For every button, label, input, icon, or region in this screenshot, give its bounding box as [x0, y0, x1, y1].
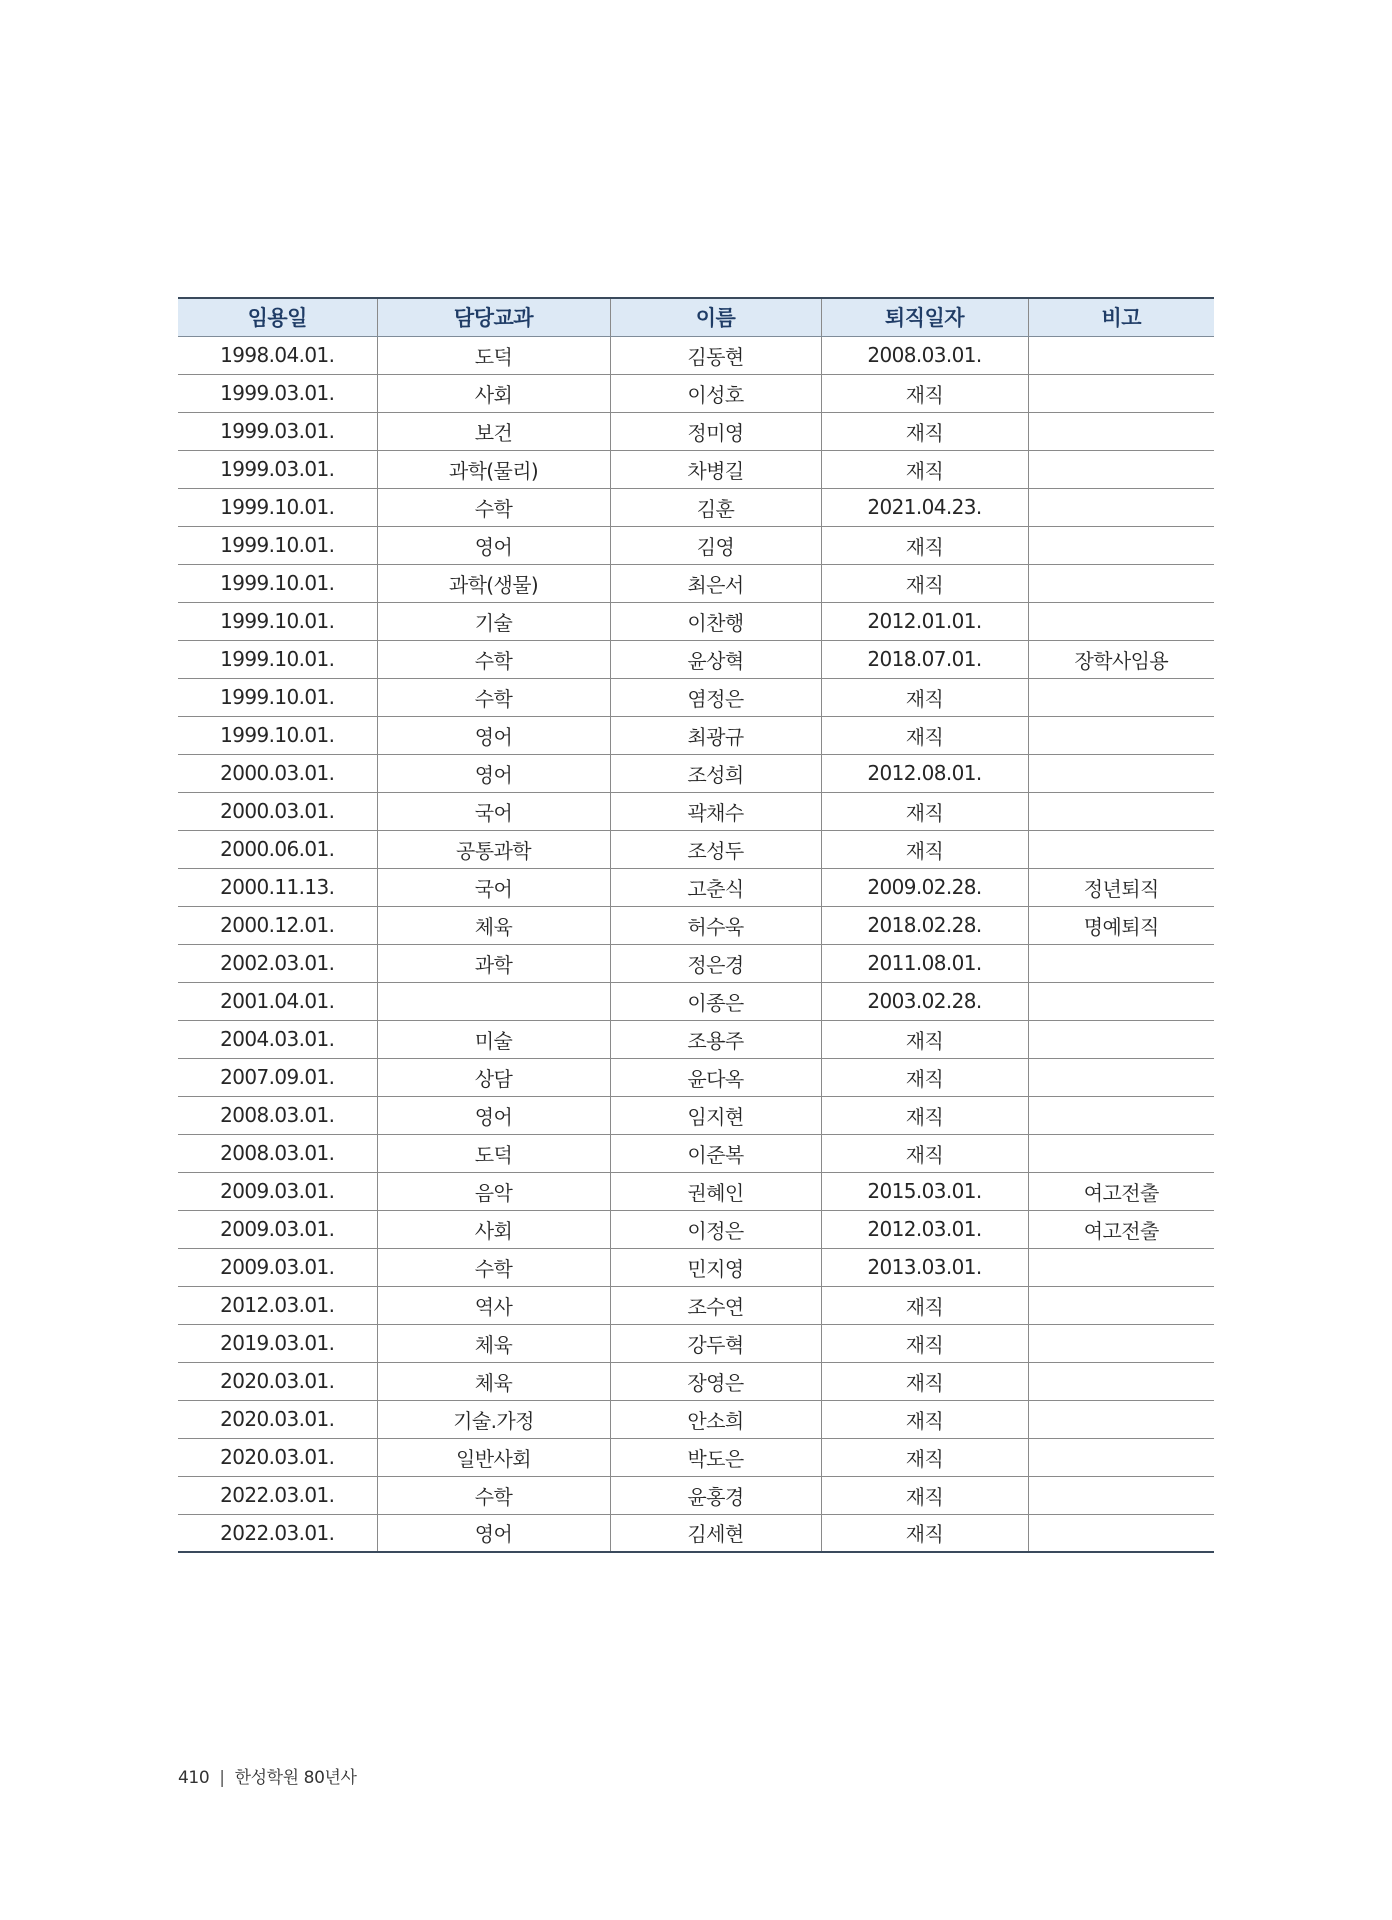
cell-appointment-date: 1999.10.01.	[178, 526, 377, 564]
cell-appointment-date: 2022.03.01.	[178, 1476, 377, 1514]
table-row	[178, 678, 1214, 716]
cell-remarks: 명예퇴직	[1028, 906, 1214, 944]
cell-retirement-date: 2008.03.01.	[821, 336, 1028, 374]
header-name: 이름	[610, 298, 821, 336]
table-row	[178, 1134, 1214, 1172]
cell-subject: 사회	[377, 1210, 610, 1248]
table-row	[178, 906, 1214, 944]
cell-name: 정은경	[610, 944, 821, 982]
table-row	[178, 526, 1214, 564]
cell-subject: 미술	[377, 1020, 610, 1058]
cell-subject: 수학	[377, 678, 610, 716]
footer-separator: |	[219, 1768, 225, 1788]
cell-retirement-date: 재직	[821, 678, 1028, 716]
cell-appointment-date: 2008.03.01.	[178, 1096, 377, 1134]
cell-name: 곽채수	[610, 792, 821, 830]
cell-remarks	[1028, 1324, 1214, 1362]
cell-name: 허수욱	[610, 906, 821, 944]
cell-subject: 공통과학	[377, 830, 610, 868]
cell-remarks	[1028, 526, 1214, 564]
cell-subject: 기술	[377, 602, 610, 640]
cell-subject: 체육	[377, 1324, 610, 1362]
table-row	[178, 1400, 1214, 1438]
table-row	[178, 1020, 1214, 1058]
cell-subject: 영어	[377, 1514, 610, 1552]
cell-subject: 체육	[377, 906, 610, 944]
cell-remarks	[1028, 564, 1214, 602]
cell-retirement-date: 재직	[821, 1286, 1028, 1324]
cell-retirement-date: 2011.08.01.	[821, 944, 1028, 982]
cell-retirement-date: 재직	[821, 1362, 1028, 1400]
cell-remarks	[1028, 830, 1214, 868]
cell-remarks	[1028, 1476, 1214, 1514]
cell-appointment-date: 2008.03.01.	[178, 1134, 377, 1172]
cell-retirement-date: 재직	[821, 1514, 1028, 1552]
cell-remarks	[1028, 1362, 1214, 1400]
cell-appointment-date: 2009.03.01.	[178, 1248, 377, 1286]
cell-retirement-date: 2003.02.28.	[821, 982, 1028, 1020]
table-header	[178, 298, 1214, 336]
cell-remarks	[1028, 716, 1214, 754]
table-row	[178, 1172, 1214, 1210]
table-row	[178, 564, 1214, 602]
cell-subject: 수학	[377, 640, 610, 678]
cell-retirement-date: 재직	[821, 450, 1028, 488]
page-number: 410	[178, 1768, 210, 1788]
cell-appointment-date: 2020.03.01.	[178, 1400, 377, 1438]
cell-retirement-date: 2009.02.28.	[821, 868, 1028, 906]
cell-appointment-date: 2020.03.01.	[178, 1362, 377, 1400]
cell-subject: 영어	[377, 716, 610, 754]
cell-remarks	[1028, 792, 1214, 830]
cell-name: 박도은	[610, 1438, 821, 1476]
cell-subject: 영어	[377, 754, 610, 792]
cell-name: 권혜인	[610, 1172, 821, 1210]
table-row	[178, 1058, 1214, 1096]
cell-appointment-date: 2000.03.01.	[178, 792, 377, 830]
table-row	[178, 640, 1214, 678]
cell-name: 김동현	[610, 336, 821, 374]
book-title: 한성학원 80년사	[234, 1768, 357, 1788]
cell-subject: 기술.가정	[377, 1400, 610, 1438]
cell-appointment-date: 2004.03.01.	[178, 1020, 377, 1058]
cell-subject: 국어	[377, 792, 610, 830]
cell-remarks	[1028, 374, 1214, 412]
header-appointment-date: 임용일	[178, 298, 377, 336]
cell-subject: 보건	[377, 412, 610, 450]
cell-retirement-date: 재직	[821, 1324, 1028, 1362]
cell-remarks	[1028, 450, 1214, 488]
cell-remarks	[1028, 944, 1214, 982]
table-row	[178, 450, 1214, 488]
cell-remarks	[1028, 678, 1214, 716]
cell-subject: 수학	[377, 1476, 610, 1514]
cell-remarks	[1028, 1096, 1214, 1134]
header-subject: 담당교과	[377, 298, 610, 336]
cell-remarks: 여고전출	[1028, 1172, 1214, 1210]
cell-appointment-date: 2019.03.01.	[178, 1324, 377, 1362]
table-row	[178, 1248, 1214, 1286]
table-body	[178, 336, 1214, 1552]
cell-subject: 국어	[377, 868, 610, 906]
cell-remarks	[1028, 1514, 1214, 1552]
cell-subject: 도덕	[377, 1134, 610, 1172]
cell-remarks	[1028, 754, 1214, 792]
cell-retirement-date: 재직	[821, 526, 1028, 564]
header-retirement-date: 퇴직일자	[821, 298, 1028, 336]
table-row	[178, 1438, 1214, 1476]
cell-name: 김훈	[610, 488, 821, 526]
cell-retirement-date: 재직	[821, 564, 1028, 602]
cell-name: 이준복	[610, 1134, 821, 1172]
cell-retirement-date: 재직	[821, 1058, 1028, 1096]
table-row	[178, 792, 1214, 830]
table-row	[178, 336, 1214, 374]
cell-appointment-date: 2022.03.01.	[178, 1514, 377, 1552]
cell-appointment-date: 2000.06.01.	[178, 830, 377, 868]
cell-retirement-date: 재직	[821, 1134, 1028, 1172]
cell-retirement-date: 재직	[821, 1020, 1028, 1058]
table-row	[178, 1476, 1214, 1514]
cell-name: 윤상혁	[610, 640, 821, 678]
cell-subject: 음악	[377, 1172, 610, 1210]
table-row	[178, 1324, 1214, 1362]
cell-name: 임지현	[610, 1096, 821, 1134]
cell-appointment-date: 2000.11.13.	[178, 868, 377, 906]
cell-appointment-date: 2001.04.01.	[178, 982, 377, 1020]
cell-retirement-date: 2015.03.01.	[821, 1172, 1028, 1210]
cell-name: 김영	[610, 526, 821, 564]
cell-appointment-date: 1999.10.01.	[178, 678, 377, 716]
cell-name: 최광규	[610, 716, 821, 754]
cell-appointment-date: 1999.10.01.	[178, 488, 377, 526]
cell-remarks	[1028, 1134, 1214, 1172]
cell-appointment-date: 1999.03.01.	[178, 412, 377, 450]
cell-name: 이종은	[610, 982, 821, 1020]
cell-appointment-date: 1999.10.01.	[178, 564, 377, 602]
cell-retirement-date: 2012.01.01.	[821, 602, 1028, 640]
cell-appointment-date: 2009.03.01.	[178, 1210, 377, 1248]
cell-name: 최은서	[610, 564, 821, 602]
cell-appointment-date: 2009.03.01.	[178, 1172, 377, 1210]
cell-remarks	[1028, 1058, 1214, 1096]
cell-name: 조수연	[610, 1286, 821, 1324]
cell-appointment-date: 2007.09.01.	[178, 1058, 377, 1096]
cell-retirement-date: 2012.03.01.	[821, 1210, 1028, 1248]
cell-appointment-date: 2000.12.01.	[178, 906, 377, 944]
cell-retirement-date: 재직	[821, 792, 1028, 830]
cell-subject: 과학(생물)	[377, 564, 610, 602]
page-footer	[178, 1763, 357, 1788]
cell-name: 정미영	[610, 412, 821, 450]
cell-retirement-date: 2012.08.01.	[821, 754, 1028, 792]
header-remarks: 비고	[1028, 298, 1214, 336]
cell-subject: 체육	[377, 1362, 610, 1400]
table-row	[178, 374, 1214, 412]
cell-appointment-date: 1999.10.01.	[178, 602, 377, 640]
cell-remarks	[1028, 1248, 1214, 1286]
cell-name: 차병길	[610, 450, 821, 488]
table-row	[178, 830, 1214, 868]
table-row	[178, 868, 1214, 906]
table-row	[178, 1286, 1214, 1324]
cell-retirement-date: 재직	[821, 1476, 1028, 1514]
cell-appointment-date: 2000.03.01.	[178, 754, 377, 792]
cell-remarks	[1028, 1438, 1214, 1476]
cell-name: 안소희	[610, 1400, 821, 1438]
cell-remarks: 장학사임용	[1028, 640, 1214, 678]
header-row	[178, 298, 1214, 336]
cell-appointment-date: 1999.10.01.	[178, 640, 377, 678]
table-row	[178, 716, 1214, 754]
cell-retirement-date: 재직	[821, 1438, 1028, 1476]
cell-retirement-date: 재직	[821, 716, 1028, 754]
table-row	[178, 1362, 1214, 1400]
cell-subject: 영어	[377, 526, 610, 564]
cell-appointment-date: 2020.03.01.	[178, 1438, 377, 1476]
cell-subject	[377, 982, 610, 1020]
cell-subject: 일반사회	[377, 1438, 610, 1476]
cell-subject: 사회	[377, 374, 610, 412]
cell-remarks	[1028, 982, 1214, 1020]
cell-appointment-date: 1999.10.01.	[178, 716, 377, 754]
cell-remarks	[1028, 412, 1214, 450]
cell-remarks	[1028, 336, 1214, 374]
cell-name: 윤홍경	[610, 1476, 821, 1514]
cell-retirement-date: 2018.02.28.	[821, 906, 1028, 944]
cell-appointment-date: 2002.03.01.	[178, 944, 377, 982]
cell-retirement-date: 재직	[821, 830, 1028, 868]
cell-name: 조성두	[610, 830, 821, 868]
cell-name: 조성희	[610, 754, 821, 792]
cell-name: 조용주	[610, 1020, 821, 1058]
cell-remarks	[1028, 1020, 1214, 1058]
cell-remarks	[1028, 1286, 1214, 1324]
cell-retirement-date: 2021.04.23.	[821, 488, 1028, 526]
cell-name: 민지영	[610, 1248, 821, 1286]
cell-subject: 수학	[377, 1248, 610, 1286]
cell-retirement-date: 2018.07.01.	[821, 640, 1028, 678]
cell-name: 이찬행	[610, 602, 821, 640]
cell-appointment-date: 1999.03.01.	[178, 374, 377, 412]
table-row	[178, 982, 1214, 1020]
cell-remarks: 정년퇴직	[1028, 868, 1214, 906]
cell-subject: 수학	[377, 488, 610, 526]
cell-name: 고춘식	[610, 868, 821, 906]
cell-retirement-date: 재직	[821, 1400, 1028, 1438]
cell-appointment-date: 1999.03.01.	[178, 450, 377, 488]
cell-name: 염정은	[610, 678, 821, 716]
cell-appointment-date: 2012.03.01.	[178, 1286, 377, 1324]
table-row	[178, 944, 1214, 982]
cell-subject: 도덕	[377, 336, 610, 374]
cell-remarks	[1028, 1400, 1214, 1438]
cell-subject: 영어	[377, 1096, 610, 1134]
cell-name: 강두혁	[610, 1324, 821, 1362]
cell-name: 장영은	[610, 1362, 821, 1400]
cell-name: 이정은	[610, 1210, 821, 1248]
cell-retirement-date: 재직	[821, 412, 1028, 450]
table-row	[178, 602, 1214, 640]
cell-subject: 역사	[377, 1286, 610, 1324]
table-row	[178, 754, 1214, 792]
table-row	[178, 1210, 1214, 1248]
cell-remarks	[1028, 602, 1214, 640]
cell-subject: 과학	[377, 944, 610, 982]
cell-subject: 과학(물리)	[377, 450, 610, 488]
staff-table	[178, 297, 1214, 1553]
cell-subject: 상담	[377, 1058, 610, 1096]
cell-name: 윤다옥	[610, 1058, 821, 1096]
table-row	[178, 488, 1214, 526]
cell-retirement-date: 2013.03.01.	[821, 1248, 1028, 1286]
cell-remarks: 여고전출	[1028, 1210, 1214, 1248]
cell-remarks	[1028, 488, 1214, 526]
cell-appointment-date: 1998.04.01.	[178, 336, 377, 374]
cell-retirement-date: 재직	[821, 1096, 1028, 1134]
cell-name: 김세현	[610, 1514, 821, 1552]
table-row	[178, 1096, 1214, 1134]
table-row	[178, 412, 1214, 450]
cell-name: 이성호	[610, 374, 821, 412]
table-row	[178, 1514, 1214, 1552]
cell-retirement-date: 재직	[821, 374, 1028, 412]
